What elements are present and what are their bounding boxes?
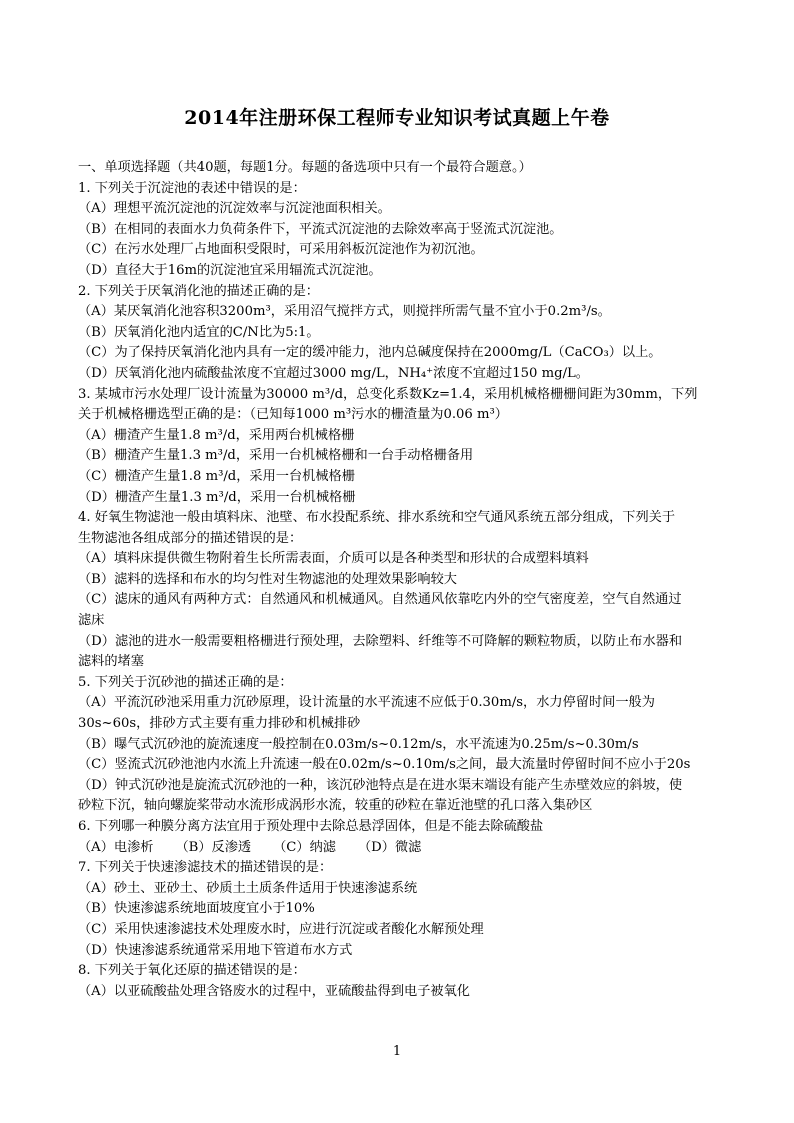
option-d: （D）滤池的进水一般需要粗格栅进行预处理，去除塑料、纤维等不可降解的颗粒物质，以防止布水器和 <box>78 633 683 649</box>
question-stem: 7. 下列关于快速渗滤技术的描述错误的是： <box>78 860 333 876</box>
option-b: （B）反渗透 <box>175 839 252 855</box>
option-d: （D）直径大于16m的沉淀池宜采用辐流式沉淀池。 <box>78 262 382 278</box>
section-header: 一、单项选择题（共40题，每题1分。每题的备选项中只有一个最符合题意。） <box>78 160 532 175</box>
question-6 <box>78 817 718 858</box>
option-d-continued: 滤料的堵塞 <box>78 654 144 670</box>
question-3 <box>78 385 718 509</box>
question-7 <box>78 858 718 961</box>
option-a: （A）电渗析 <box>78 839 154 855</box>
option-d: （D）微滤 <box>357 839 422 855</box>
options-row <box>78 838 718 859</box>
question-stem-line-1: 4. 好氧生物滤池一般由填料床、池壁、布水投配系统、排水系统和空气通风系统五部分组成，下列关于 <box>78 510 676 526</box>
option-b: （B）滤料的选择和布水的均匀性对生物滤池的处理效果影响较大 <box>78 571 457 587</box>
option-d: （D）快速渗滤系统通常采用地下管道布水方式 <box>78 942 353 958</box>
option-b: （B）快速渗滤系统地面坡度宜小于10% <box>78 901 315 917</box>
option-b: （B）厌氧消化池内适宜的C/N比为5:1。 <box>78 324 320 340</box>
question-stem: 8. 下列关于氧化还原的描述错误的是： <box>78 963 306 979</box>
option-a: （A）栅渣产生量1.8 m³/d，采用两台机械格栅 <box>78 427 355 443</box>
option-c: （C）滤床的通风有两种方式：自然通风和机械通风。自然通风依靠吃内外的空气密度差，空气自然通过 <box>78 592 682 608</box>
page-number: 1 <box>392 1044 402 1059</box>
option-c-continued: 滤床 <box>78 613 105 629</box>
question-stem: 1. 下列关于沉淀池的表述中错误的是： <box>78 180 306 196</box>
question-stem-line-2: 生物滤池各组成部分的描述错误的是： <box>78 530 303 546</box>
option-c: （C）在污水处理厂占地面积受限时，可采用斜板沉淀池作为初沉池。 <box>78 242 484 258</box>
option-d: （D）栅渣产生量1.3 m³/d，采用一台机械格栅 <box>78 489 356 505</box>
option-b: （B）栅渣产生量1.3 m³/d，采用一台机械格栅和一台手动格栅备用 <box>78 448 474 464</box>
question-1 <box>78 179 718 282</box>
question-4 <box>78 508 718 673</box>
question-5 <box>78 673 718 817</box>
option-c: （C）纳滤 <box>273 839 336 855</box>
option-c: （C）为了保持厌氧消化池内具有一定的缓冲能力，池内总碱度保持在2000mg/L（CaCO₃）以上。 <box>78 345 662 361</box>
question-8 <box>78 961 718 1002</box>
question-stem: 2. 下列关于厌氧消化池的描述正确的是： <box>78 283 319 299</box>
option-a: （A）填料床提供微生物附着生长所需表面，介质可以是各种类型和形状的合成塑料填料 <box>78 551 589 567</box>
exam-content <box>78 158 718 1002</box>
option-a: （A）砂土、亚砂土、砂质土土质条件适用于快速渗滤系统 <box>78 880 418 896</box>
option-c: （C）栅渣产生量1.8 m³/d，采用一台机械格栅 <box>78 468 355 484</box>
option-c: （C）竖流式沉砂池池内水流上升流速一般在0.02m/s~0.10m/s之间，最大流量时停留时间不应小于20s <box>78 757 691 773</box>
option-c: （C）采用快速渗滤技术处理废水时，应进行沉淀或者酸化水解预处理 <box>78 921 484 937</box>
option-a: （A）某厌氧消化池容积3200m³，采用沼气搅拌方式，则搅拌所需气量不宜小于0.2m³/s。 <box>78 304 611 320</box>
question-stem-line-2: 关于机械格栅选型正确的是：（已知每1000 m³污水的栅渣量为0.06 m³） <box>78 407 508 423</box>
option-a: （A）以亚硫酸盐处理含铬废水的过程中，亚硫酸盐得到电子被氧化 <box>78 983 470 999</box>
option-a-continued: 30s~60s，排砂方式主要有重力排砂和机械排砂 <box>78 716 361 732</box>
option-d: （D）厌氧消化池内硫酸盐浓度不宜超过3000 mg/L，NH₄⁺浓度不宜超过150 mg/L。 <box>78 365 589 381</box>
option-b: （B）曝气式沉砂池的旋流速度一般控制在0.03m/s~0.12m/s，水平流速为0.25m/s~0.30m/s <box>78 736 639 752</box>
option-d-continued: 砂粒下沉，轴向螺旋桨带动水流形成涡形水流，较重的砂粒在靠近池壁的孔口落入集砂区 <box>78 798 593 814</box>
question-2 <box>78 282 718 385</box>
option-a: （A）平流沉砂池采用重力沉砂原理，设计流量的水平流速不应低于0.30m/s，水力停留时间一般为 <box>78 695 655 711</box>
question-stem: 5. 下列关于沉砂池的描述正确的是： <box>78 674 293 690</box>
option-a: （A）理想平流沉淀池的沉淀效率与沉淀池面积相关。 <box>78 201 391 217</box>
question-stem: 6. 下列哪一种膜分离方法宜用于预处理中去除总悬浮固体，但是不能去除硫酸盐 <box>78 819 544 834</box>
question-stem-line-1: 3. 某城市污水处理厂设计流量为30000 m³/d，总变化系数Kz=1.4，采用机械格栅栅间距为30mm，下列 <box>78 386 698 402</box>
option-d: （D）钟式沉砂池是旋流式沉砂池的一种，该沉砂池特点是在进水渠末端设有能产生赤壁效应的斜坡，使 <box>78 777 683 793</box>
option-b: （B）在相同的表面水力负荷条件下，平流式沉淀池的去除效率高于竖流式沉淀池。 <box>78 221 563 237</box>
page-title: 2014年注册环保工程师专业知识考试真题上午卷 <box>184 107 610 129</box>
